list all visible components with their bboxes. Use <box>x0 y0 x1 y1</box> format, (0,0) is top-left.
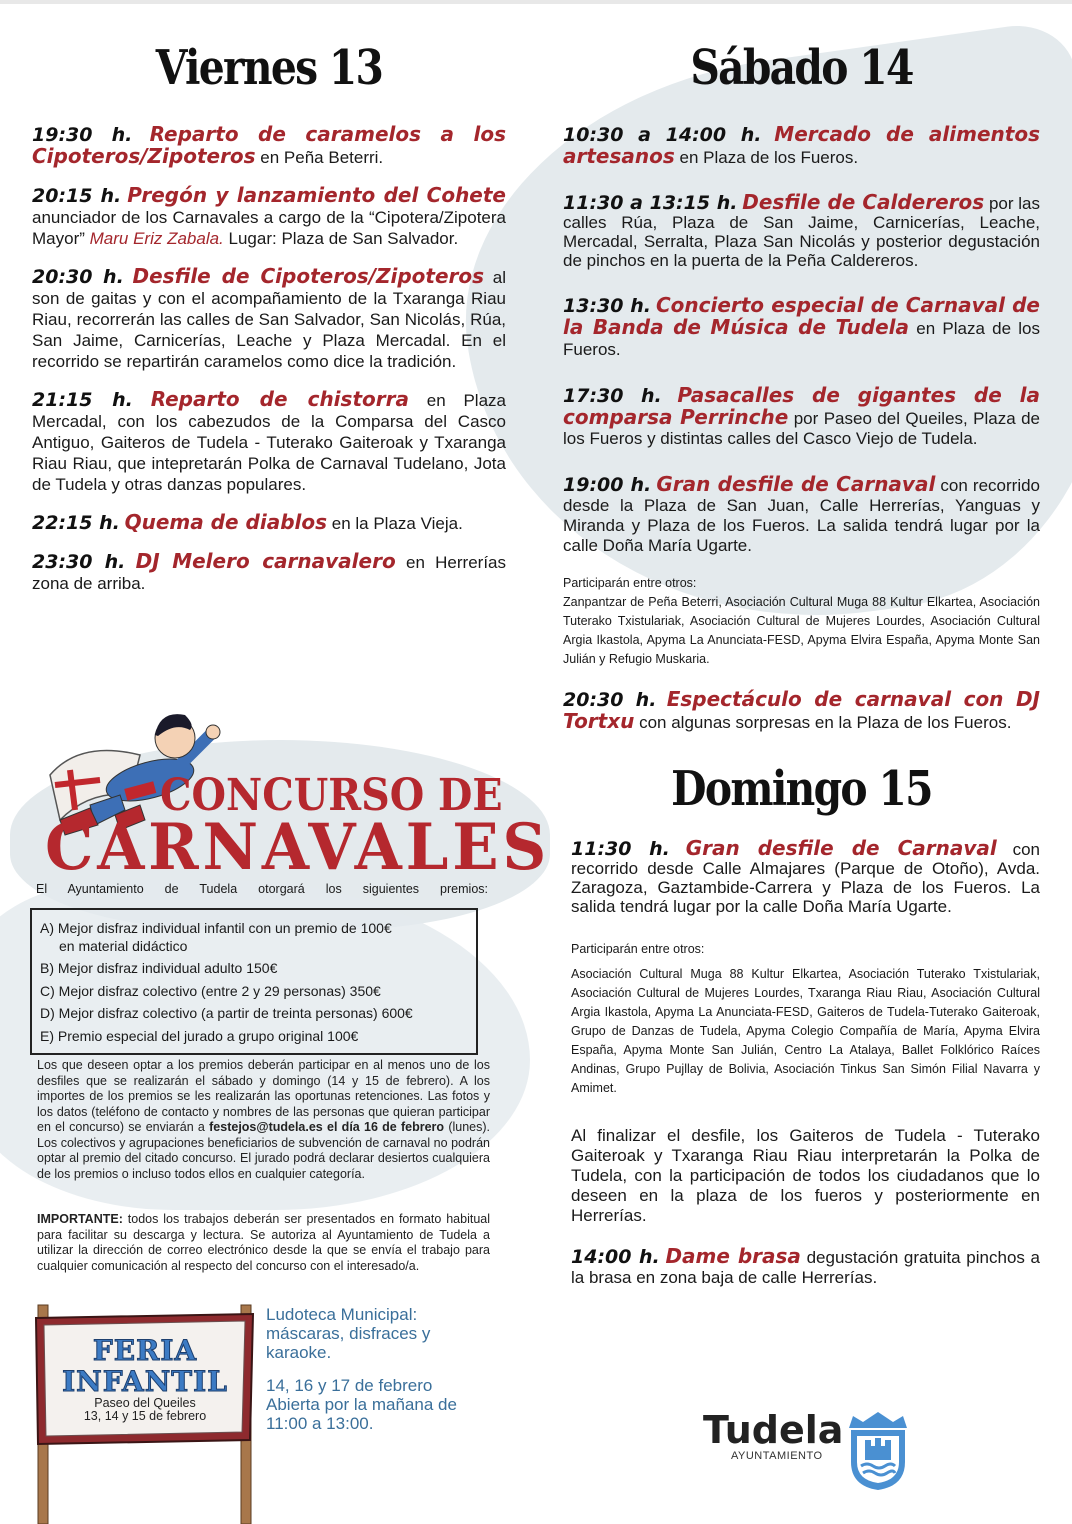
event-time: 14:00 h. <box>571 1246 660 1268</box>
participants-label: Participarán entre otros: <box>571 942 705 956</box>
sunday-section <box>563 836 1041 1288</box>
event-item <box>571 836 1040 916</box>
closing-note: Al finalizar el desfile, los Gaiteros de Tudela - Tuterako Gaiteroak y Txaranga Riau Riau interpretarán la Polka de Tudela, con la participación de todos los ciudadanos que lo deseen en la plaza de los fueros y posteriormente en Herrerías. <box>571 1126 1040 1225</box>
event-item <box>571 1246 1040 1288</box>
top-border <box>0 0 1072 4</box>
event-time: 19:30 h. <box>32 124 133 146</box>
event-title: Gran desfile de Carnaval <box>685 836 997 860</box>
event-time: 13:30 h. <box>563 295 652 317</box>
event-description: anunciador de los Carnavales a cargo de la “Cipotera/Zipotera Mayor” <box>32 208 506 248</box>
participants-list: Asociación Cultural Muga 88 Kultur Elkartea, Asociación Tuterako Txistulariak, Asociación Cultural de Mujeres Lourdes, Txaranga Riau Riau, Asociación Cultural Argia Ikastola, Apyma La Anunciata-FESD, Gaiteros de Tudela-Tuterako Gaiteroak, Grupo de Danzas de Tudela, Apyma Colegio Compañía de María, Apyma Elvira España, Apyma Monte San Julián, Centro La Atalaya, Ballet Folklórico Raíces Andinas, Grupo Pujllay de Bolivia, Asociación Tinkus San Simón Filial Navarra y Amimet. <box>571 967 1040 1095</box>
important-text: todos los trabajos deberán ser presentados en formato habitual para facilitar su descarga y lectura. Se autoriza al Ayuntamiento de Tudela a utilizar la dirección de correo electrónico desde la que se envía el trabajo para cualquier comunicación al respecto del concurso con el interesado/a. <box>37 1212 490 1273</box>
important-label: IMPORTANTE: <box>37 1212 123 1226</box>
event-item <box>32 266 506 372</box>
event-title: Pregón y lanzamiento del Cohete <box>127 183 506 207</box>
event-description: por las calles Rúa, Plaza de San Jaime, Carnicerías, Leache, Mercadal, Serralta, Plaza San Nicolás y posterior degustación de pinchos en la puerta de la Peña Caldereros. <box>563 194 1040 270</box>
contest-intro: El Ayuntamiento de Tudela otorgará los siguientes premios: <box>36 882 488 896</box>
event-item <box>563 190 1040 270</box>
event-title: Quema de diablos <box>124 510 328 534</box>
feria-place: Paseo del Queiles <box>94 1396 196 1410</box>
event-description: en Herrerías zona de arriba. <box>32 553 507 593</box>
event-title: Espectáculo de carnaval con DJ Tortxu <box>563 687 1040 733</box>
prize-item-continuation: en material didáctico <box>59 937 188 954</box>
event-description: por Paseo del Queiles, Plaza de los Fueros y distintas calles del Casco Viejo de Tudela. <box>563 409 1040 448</box>
event-item <box>563 474 1040 556</box>
day-heading-sunday: Domingo 15 <box>671 761 932 817</box>
ludoteca-description: Ludoteca Municipal: máscaras, disfraces y karaoke. <box>266 1305 431 1362</box>
event-highlight-name: Maru Eriz Zabala. <box>89 229 224 248</box>
event-item <box>563 689 1040 733</box>
tudela-logo <box>703 1410 843 1462</box>
event-description: en Plaza de los Fueros. <box>563 319 1040 359</box>
event-title: Pasacalles de gigantes de la comparsa Perrinche <box>563 383 1040 429</box>
contest-title-line2: CARNAVALES <box>45 810 551 885</box>
event-item <box>563 385 1040 449</box>
rules-email-date: festejos@tudela.es el día 16 de febrero <box>209 1120 445 1134</box>
event-description: con recorrido desde la Plaza de San Juan, Calle Herrerías, Yanguas y Miranda y Plaza de los Fueros. La salida tendrá lugar por la calle Doña María Ugarte. <box>563 476 1041 555</box>
event-item <box>32 185 506 249</box>
event-title: Desfile de Cipoteros/Zipoteros <box>132 264 485 288</box>
event-time: 11:30 a 13:15 h. <box>563 192 738 214</box>
event-time: 11:30 h. <box>571 838 670 860</box>
event-time: 20:15 h. <box>32 185 122 207</box>
prize-item: E) Premio especial del jurado a grupo original 100€ <box>40 1027 359 1044</box>
feria-sign-text <box>55 1335 235 1423</box>
day-heading-friday: Viernes 13 <box>155 40 383 96</box>
contest-rules <box>37 1058 490 1182</box>
rules-text: (lunes). Los colectivos y agrupaciones beneficiarios de subvención de carnaval no podrán optar al premio del citado concurso. El jurado podrá declarar desiertos cualquiera de los premios o incluso todos ellos en cualquier categoría. <box>37 1120 490 1181</box>
contest-important-note <box>37 1212 490 1274</box>
event-item <box>32 512 506 534</box>
feria-title: INFANTIL <box>62 1365 228 1398</box>
feria-title: FERIA <box>92 1334 198 1367</box>
event-description: al son de gaitas y con el acompañamiento de la Txaranga Riau Riau, recorrerán las calles de San Salvador, San Nicolás, Rúa, San Jaime, Carnicerías, Leache y Plaza Mercadal. En el recorrido se repartirán caramelos como dice la tradición. <box>32 268 506 371</box>
event-time: 10:30 a 14:00 h. <box>563 124 762 146</box>
event-time: 20:30 h. <box>563 689 657 711</box>
event-time: 17:30 h. <box>563 385 662 407</box>
event-time: 22:15 h. <box>32 512 120 534</box>
logo-name: Tudela <box>703 1408 844 1452</box>
event-description: en Plaza Mercadal, con los cabezudos de la Comparsa del Casco Antiguo, Gaiteros de Tudela - Tuterako Gaiteroak y Txaranga Riau Riau, que intepretarán Polka de Carnaval Tudelano, Jota de Tudela y otras danzas populares. <box>32 391 506 494</box>
event-item <box>563 295 1040 360</box>
participants-label: Participarán entre otros: <box>563 576 697 590</box>
prize-item: A) Mejor disfraz individual infantil con un premio de 100€ <box>40 920 392 936</box>
event-time: 19:00 h. <box>563 474 652 496</box>
day-heading-saturday: Sábado 14 <box>690 40 913 96</box>
event-item <box>32 551 506 594</box>
event-item <box>32 124 506 168</box>
event-title: Reparto de chistorra <box>150 387 409 411</box>
friday-section <box>32 40 506 611</box>
logo-subtitle: AYUNTAMIENTO <box>731 1450 823 1462</box>
participants-list: Zanpantzar de Peña Beterri, Asociación Cultural Muga 88 Kultur Elkartea, Asociación Tuterako Txistulariak, Asociación Cultural de Mujeres Lourdes, Asociación Cultural Argia Ikastola, Apyma La Anunciata-FESD, Apyma Elvira España, Apyma Monte San Julián y Refugio Muskaria. <box>563 595 1040 666</box>
feria-dates: 13, 14 y 15 de febrero <box>83 1409 207 1423</box>
event-item <box>32 389 506 495</box>
event-description: en Peña Beterri. <box>255 148 384 167</box>
event-item <box>563 124 1040 168</box>
prize-item: C) Mejor disfraz colectivo (entre 2 y 29 personas) 350€ <box>40 982 381 999</box>
event-time: 20:30 h. <box>32 266 124 288</box>
ludoteca-schedule: 14, 16 y 17 de febrero Abierta por la mañana de 11:00 a 13:00. <box>266 1376 457 1433</box>
prize-item: D) Mejor disfraz colectivo (a partir de treinta personas) 600€ <box>40 1005 413 1021</box>
event-time: 21:15 h. <box>32 389 133 411</box>
event-description: Lugar: Plaza de San Salvador. <box>223 229 459 248</box>
coat-of-arms-icon <box>845 1410 911 1492</box>
event-title: Mercado de alimentos artesanos <box>563 122 1040 168</box>
event-description: con recorrido desde Calle Almajares (Parque de Otoño), Avda. Zaragoza, Gaztambide-Carrera y Plaza de los Fueros. La salida tendrá lugar por la calle Doña María Ugarte. <box>571 840 1040 916</box>
event-title: Gran desfile de Carnaval <box>656 472 936 496</box>
ludoteca-info <box>266 1305 486 1447</box>
event-time: 23:30 h. <box>32 551 126 573</box>
saturday-section <box>563 40 1040 1305</box>
event-description: con algunas sorpresas en la Plaza de los Fueros. <box>634 713 1012 732</box>
event-title: Reparto de caramelos a los Cipoteros/Zipoteros <box>32 122 506 168</box>
event-description: en la Plaza Vieja. <box>327 514 463 533</box>
prize-item: B) Mejor disfraz individual adulto 150€ <box>40 960 278 976</box>
event-title: Dame brasa <box>665 1244 801 1268</box>
rules-text: Los que deseen optar a los premios deberán participar en al menos uno de los desfiles que se realizarán el sábado y domingo (14 y 15 de febrero). A los importes de los premios se les realizarán las oportunas retenciones. Las fotos y los datos (teléfono de contacto y nombres de las personas que quieran participar en el concurso) se enviarán a <box>37 1058 490 1134</box>
contest-title-line1: CONCURSO DE <box>160 770 503 821</box>
event-title: Desfile de Caldereros <box>742 190 985 214</box>
event-description: degustación gratuita pinchos a la brasa en zona baja de calle Herrerías. <box>571 1248 1041 1287</box>
event-description: en Plaza de los Fueros. <box>674 148 859 167</box>
prizes-box <box>30 908 478 1055</box>
event-title: DJ Melero carnavalero <box>135 549 396 573</box>
event-title: Concierto especial de Carnaval de la Banda de Música de Tudela <box>563 293 1040 339</box>
